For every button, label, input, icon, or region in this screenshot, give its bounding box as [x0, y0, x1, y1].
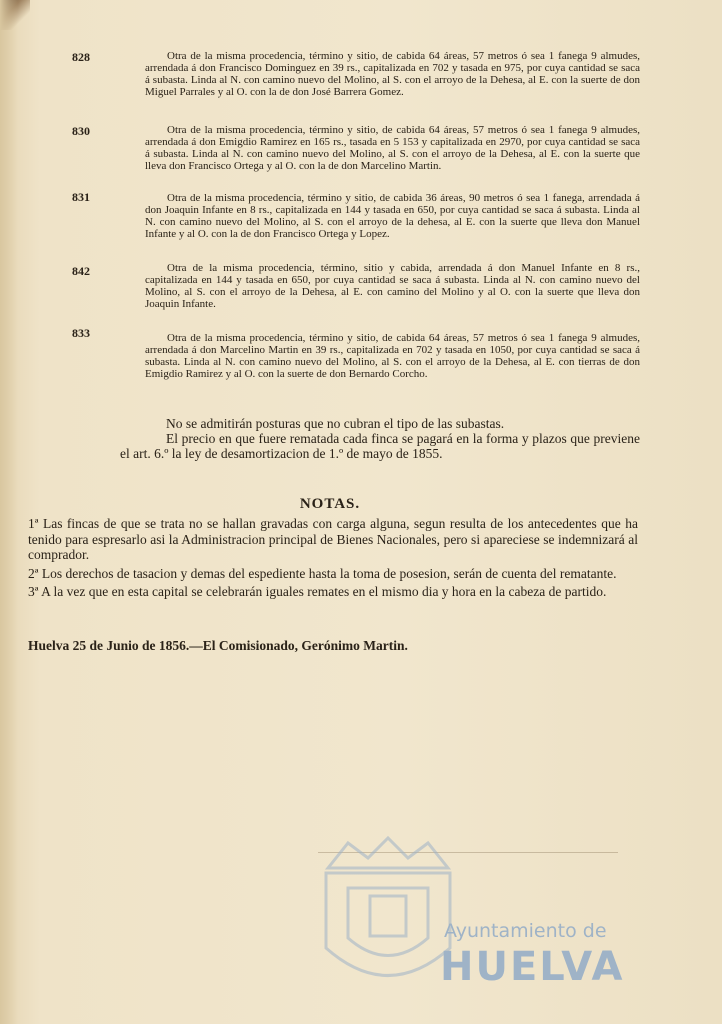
entry-text: Otra de la misma procedencia, término y sitio, de cabida 36 áreas, 90 metros ó sea 1 fanega, arrendada á don Joaquin Infante en 8 rs., capitalizada en 144 y tasada en 650, por cuya cantidad se saca á subasta. Linda al N. con camino nuevo del Molino, al S. con el arroyo de la dehesa, al E. con la suerte que lleva don Manuel Infante y al O. con la de don Francisco Ortega y Lopez. — [145, 192, 640, 240]
watermark-title: HUELVA — [440, 944, 625, 990]
entry-number: 828 — [72, 50, 90, 64]
entry-number: 830 — [72, 124, 90, 138]
note-item: 3ª A la vez que en esta capital se celebrarán iguales remates en el mismo dia y hora en la cabeza de partido. — [28, 584, 607, 599]
entry-text: Otra de la misma procedencia, término y sitio, de cabida 64 áreas, 57 metros ó sea 1 fanega 9 almudes, arrendada á don Francisco Dominguez en 39 rs., capitalizada en 702 y tasada en 975, por cuya cantidad se saca á subasta. Linda al N. con camino nuevo del Molino, al S. con el arroyo de la Dehesa, al E. con la suerte de don Miguel Parrales y al O. con la de don José Barrera Gomez. — [145, 50, 640, 98]
notes-heading: NOTAS. — [299, 496, 361, 512]
note-item: 2ª Los derechos de tasacion y demas del espediente hasta la toma de posesion, serán de cuenta del rematante. — [28, 565, 617, 581]
entry-number: 842 — [72, 264, 90, 278]
note-item: 1ª Las fincas de que se trata no se hallan gravadas con carga alguna, segun resulta de los antecedentes que ha tenido para espresarlo asi la Administracion principal de Bienes Nacionales, pero si apareciese se indemnizará al comprador. — [28, 516, 638, 562]
notice-paragraph: El precio en que fuere rematada cada finca se pagará en la forma y plazos que previene el art. 6.º la ley de desamortizacion de 1.º de mayo de 1855. — [120, 431, 640, 461]
entry-number: 831 — [72, 190, 90, 204]
auction-notice — [120, 416, 640, 461]
watermark-subtitle: Ayuntamiento de — [444, 920, 607, 942]
entry-number: 833 — [72, 326, 90, 340]
entry-text: Otra de la misma procedencia, término, sitio y cabida, arrendada á don Manuel Infante en 8 rs., capitalizada en 144 y tasada en 650, por cuya cantidad se saca á subasta. Linda al N. con camino nuevo del Molino, al S. con el arroyo de la Dehesa, al E. con camino del Molino y al O. con la suerte que lleva don Joaquin Infante. — [145, 262, 640, 310]
entry-text: Otra de la misma procedencia, término y sitio, de cabida 64 áreas, 57 metros ó sea 1 fanega 9 almudes, arrendada á don Marcelino Martin en 39 rs., capitalizada en 702 y tasada en 1050, por cuya cantidad se saca á subasta. Linda al N. con camino nuevo del Molino, al S. con el arroyo de la Dehesa, al E. con tierras de don Emigdio Ramirez y al O. con la suerte de don Bernardo Corcho. — [145, 332, 640, 380]
signature-line: Huelva 25 de Junio de 1856.—El Comisionado, Gerónimo Martin. — [28, 638, 408, 653]
entry-text: Otra de la misma procedencia, término y sitio, de cabida 64 áreas, 57 metros ó sea 1 fanega 9 almudes, arrendada á don Emigdio Ramirez en 165 rs., tasada en 5 153 y capitalizada en 2970, por cuya cantidad se saca á subasta. Linda al N. con camino nuevo del Molino, al S. con el arroyo de la Dehesa, al E. con la suerte que lleva don Francisco Ortega y al O. con la de don Marcelino Martin. — [145, 124, 640, 172]
notice-paragraph: No se admitirán posturas que no cubran el tipo de las subastas. — [166, 416, 505, 431]
notes-list — [28, 516, 638, 603]
